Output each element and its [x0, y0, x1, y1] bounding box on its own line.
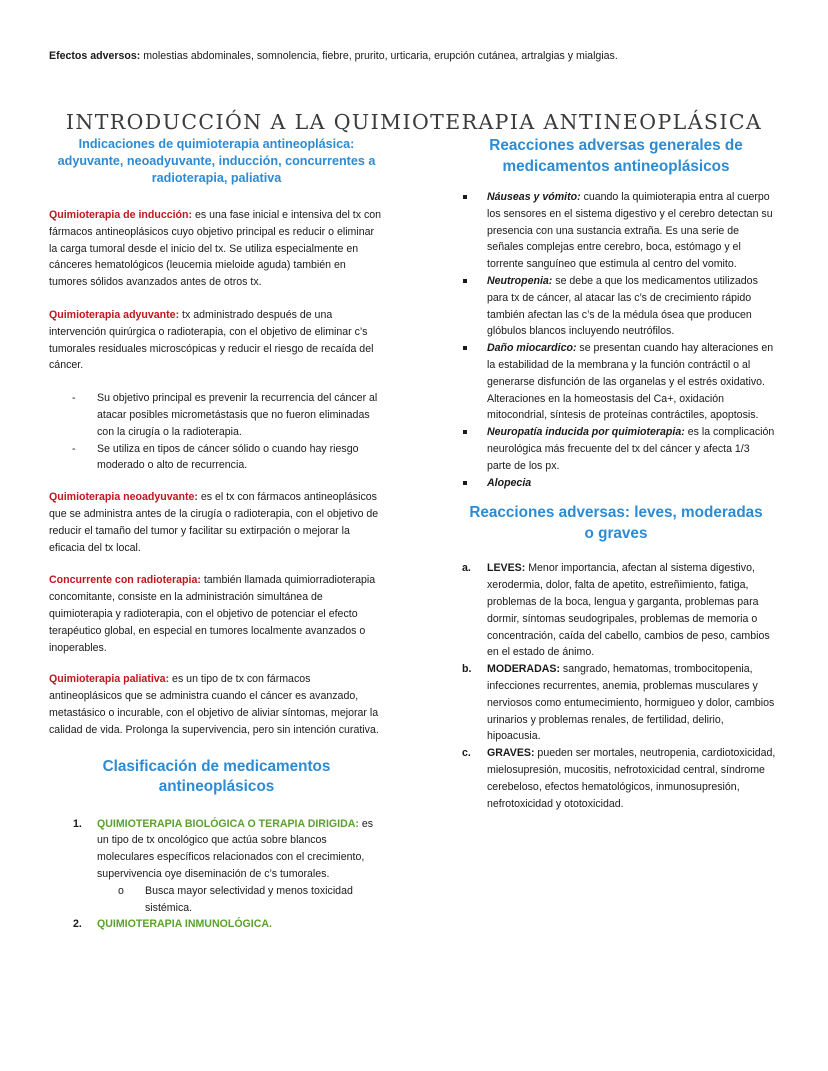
sub-item-text: Busca mayor selectividad y menos toxicidad sistémica.	[145, 884, 353, 914]
immunological-therapy-term: QUIMIOTERAPIA INMUNOLÓGICA.	[97, 918, 272, 931]
item-number: 2.	[73, 918, 82, 931]
list-item	[456, 189, 776, 273]
adjuvant-text: tx administrado después de una intervención quirúrgica o radioterapia, con el objetivo de eliminar c’s tumorales residuales microscópicas y reducir el riesgo de recaída del cáncer.	[49, 308, 374, 372]
targeted-therapy-text: es un tipo de tx oncológico que actúa sobre blancos moleculares específicos relacionados con el crecimiento, supervivencia oye diseminación de c’s tumorales.	[97, 817, 374, 880]
concurrent-text: también llamada quimiorradioterapia concomitante, consiste en la administración simultánea de quimioterapia y radioterapia, con el objetivo de potenciar el efecto terapéutico global, en especial en tumores localmente avanzados o inoperables.	[49, 574, 376, 654]
adverse-effects-label: Efectos adversos:	[49, 50, 141, 62]
page-title: INTRODUCCIÓN A LA QUIMIOTERAPIA ANTINEOPLÁSICA	[65, 109, 763, 134]
square-bullet-icon	[463, 481, 467, 485]
concurrent-term: Concurrente con radioterapia:	[49, 574, 201, 587]
severity-list	[456, 560, 776, 812]
severity-term: GRAVES:	[487, 747, 535, 760]
severity-term: MODERADAS:	[487, 663, 560, 676]
item-number: 1.	[73, 817, 82, 830]
item-letter: b.	[462, 663, 472, 676]
reaction-term: Alopecia	[487, 476, 532, 489]
adverse-effects-line	[49, 48, 789, 65]
induction-text: es una fase inicial e intensiva del tx con fármacos antineoplásicos cuyo objetivo principal es reducir o eliminar la carga tumoral desde el inicio del tx. Se utiliza especialmente en cánceres hematológicos (leucemia mieloide aguda) también en tumores sólidos avanzados antes de otros tx.	[49, 209, 382, 289]
item-letter: c.	[462, 747, 471, 760]
dash-marker: -	[72, 442, 76, 455]
targeted-therapy-term: QUIMIOTERAPIA BIOLÓGICA O TERAPIA DIRIGIDA:	[97, 817, 359, 830]
list-item	[49, 441, 384, 475]
bullet-text: Su objetivo principal es prevenir la recurrencia del cáncer al atacar posibles micrometástasis que no fueron eliminadas con la cirugía o la radioterapia.	[97, 392, 378, 438]
severity-text: pueden ser mortales, neutropenia, cardiotoxicidad, mielosupresión, mucositis, nefrotoxicidad central, síndrome cerebeloso, efectos hematológicos, inmunosupresión, nefrotoxicidad y ototoxicidad.	[487, 747, 776, 810]
reaction-text: cuando la quimioterapia entra al cuerpo los sensores en el sistema digestivo y el cerebro detectan su presencia con una sustancia extraña. Es una serie de señales complejas entre cerebro, boca, estómago y el torrente sanguíneo que estimula al centro del vomito.	[487, 191, 773, 271]
severity-text: Menor importancia, afectan al sistema digestivo, xerodermia, dolor, falta de apetito, estreñimiento, fatiga, problemas de la boca, lengua y garganta, problemas para dormir, síntomas seudogripales, problemas de memoria o concentración, caída del cabello, cambios de peso, cambios en el estado de ánimo.	[487, 562, 770, 659]
reaction-term: Neuropatía inducida por quimioterapia:	[487, 426, 685, 439]
reaction-text: se debe a que los medicamentos utilizados para tx de cáncer, al atacar las c’s de crecimiento rápido también afectan las c’s de la médula ósea que producen glóbulos blancos incluyendo neutrófilos.	[487, 274, 758, 338]
induction-paragraph	[49, 207, 384, 291]
targeted-therapy-sublist	[97, 883, 384, 917]
list-item	[49, 816, 384, 917]
square-bullet-icon	[463, 430, 467, 434]
severity-term: LEVES:	[487, 562, 526, 575]
list-item	[456, 560, 776, 661]
adjuvant-paragraph	[49, 307, 384, 374]
reaction-text: es la complicación neurológica más frecuente del tx del cáncer y afecta 1/3 parte de los px.	[487, 426, 775, 472]
list-item	[456, 273, 776, 340]
palliative-term: Quimioterapia paliativa:	[49, 673, 170, 686]
list-item	[456, 745, 776, 812]
classification-heading: Clasificación de medicamentos antineoplásicos	[102, 757, 331, 796]
square-bullet-icon	[463, 279, 467, 283]
right-column	[456, 136, 776, 812]
adverse-effects-text: molestias abdominales, somnolencia, fiebre, prurito, urticaria, erupción cutánea, artralgias y mialgias.	[140, 50, 618, 62]
list-item	[456, 475, 776, 492]
list-item	[456, 661, 776, 745]
general-reactions-heading: Reacciones adversas generales de medicamentos antineoplásicos	[489, 137, 743, 175]
left-column	[49, 136, 384, 933]
severity-heading: Reacciones adversas: leves, moderadas o graves	[469, 504, 763, 542]
general-reactions-list	[456, 189, 776, 491]
reaction-term: Náuseas y vómito:	[487, 191, 581, 203]
circle-marker: o	[118, 884, 124, 897]
palliative-paragraph	[49, 671, 384, 738]
indications-heading: Indicaciones de quimioterapia antineoplásica: adyuvante, neoadyuvante, inducción, concurrentes a radioterapia, paliativa	[57, 137, 376, 185]
reaction-text: se presentan cuando hay alteraciones en la estabilidad de la membrana y la función contráctil o al generarse disfunción de las organelas y el estrés oxidativo. Alteraciones en la homeostasis del Ca+, oxidación mitocondrial, síntesis de proteínas contráctiles, apoptosis.	[487, 342, 774, 422]
severity-text: sangrado, hematomas, trombocitopenia, infecciones recurrentes, anemia, problemas musculares y nerviosos como entumecimiento, hormigueo y dolor, cambios urinarios y problemas renales, de fertilidad, delirio, hipoacusia.	[487, 663, 775, 743]
list-item	[456, 340, 776, 424]
list-item	[49, 916, 384, 933]
adjuvant-bullet-list	[49, 390, 384, 474]
square-bullet-icon	[463, 195, 467, 199]
bullet-text: Se utiliza en tipos de cáncer sólido o cuando hay riesgo moderado o alto de recurrencia.	[97, 442, 359, 472]
list-item	[97, 883, 384, 917]
palliative-text: es un tipo de tx con fármacos antineoplásicos que se administra cuando el cáncer es avanzado, metastásico o incurable, con el objetivo de aliviar síntomas, mejorar la calidad de vida. Prolonga la supervivencia, pero sin intención curativa.	[49, 673, 379, 736]
adjuvant-term: Quimioterapia adyuvante:	[49, 308, 180, 321]
neoadjuvant-term: Quimioterapia neoadyuvante:	[49, 491, 198, 504]
reaction-term: Neutropenia:	[487, 274, 553, 287]
list-item	[49, 390, 384, 440]
concurrent-paragraph	[49, 572, 384, 656]
item-letter: a.	[462, 562, 471, 575]
dash-marker: -	[72, 392, 76, 405]
square-bullet-icon	[463, 346, 467, 350]
reaction-term: Daño miocardico:	[487, 342, 577, 355]
classification-list	[49, 816, 384, 934]
neoadjuvant-text: es el tx con fármacos antineoplásicos que se administra antes de la cirugía o radioterapia, con el objetivo de reducir el tamaño del tumor y facilitar su extirpación o mejorar la eficacia del tx local.	[49, 491, 379, 554]
list-item	[456, 424, 776, 474]
induction-term: Quimioterapia de inducción:	[49, 209, 193, 221]
neoadjuvant-paragraph	[49, 489, 384, 556]
